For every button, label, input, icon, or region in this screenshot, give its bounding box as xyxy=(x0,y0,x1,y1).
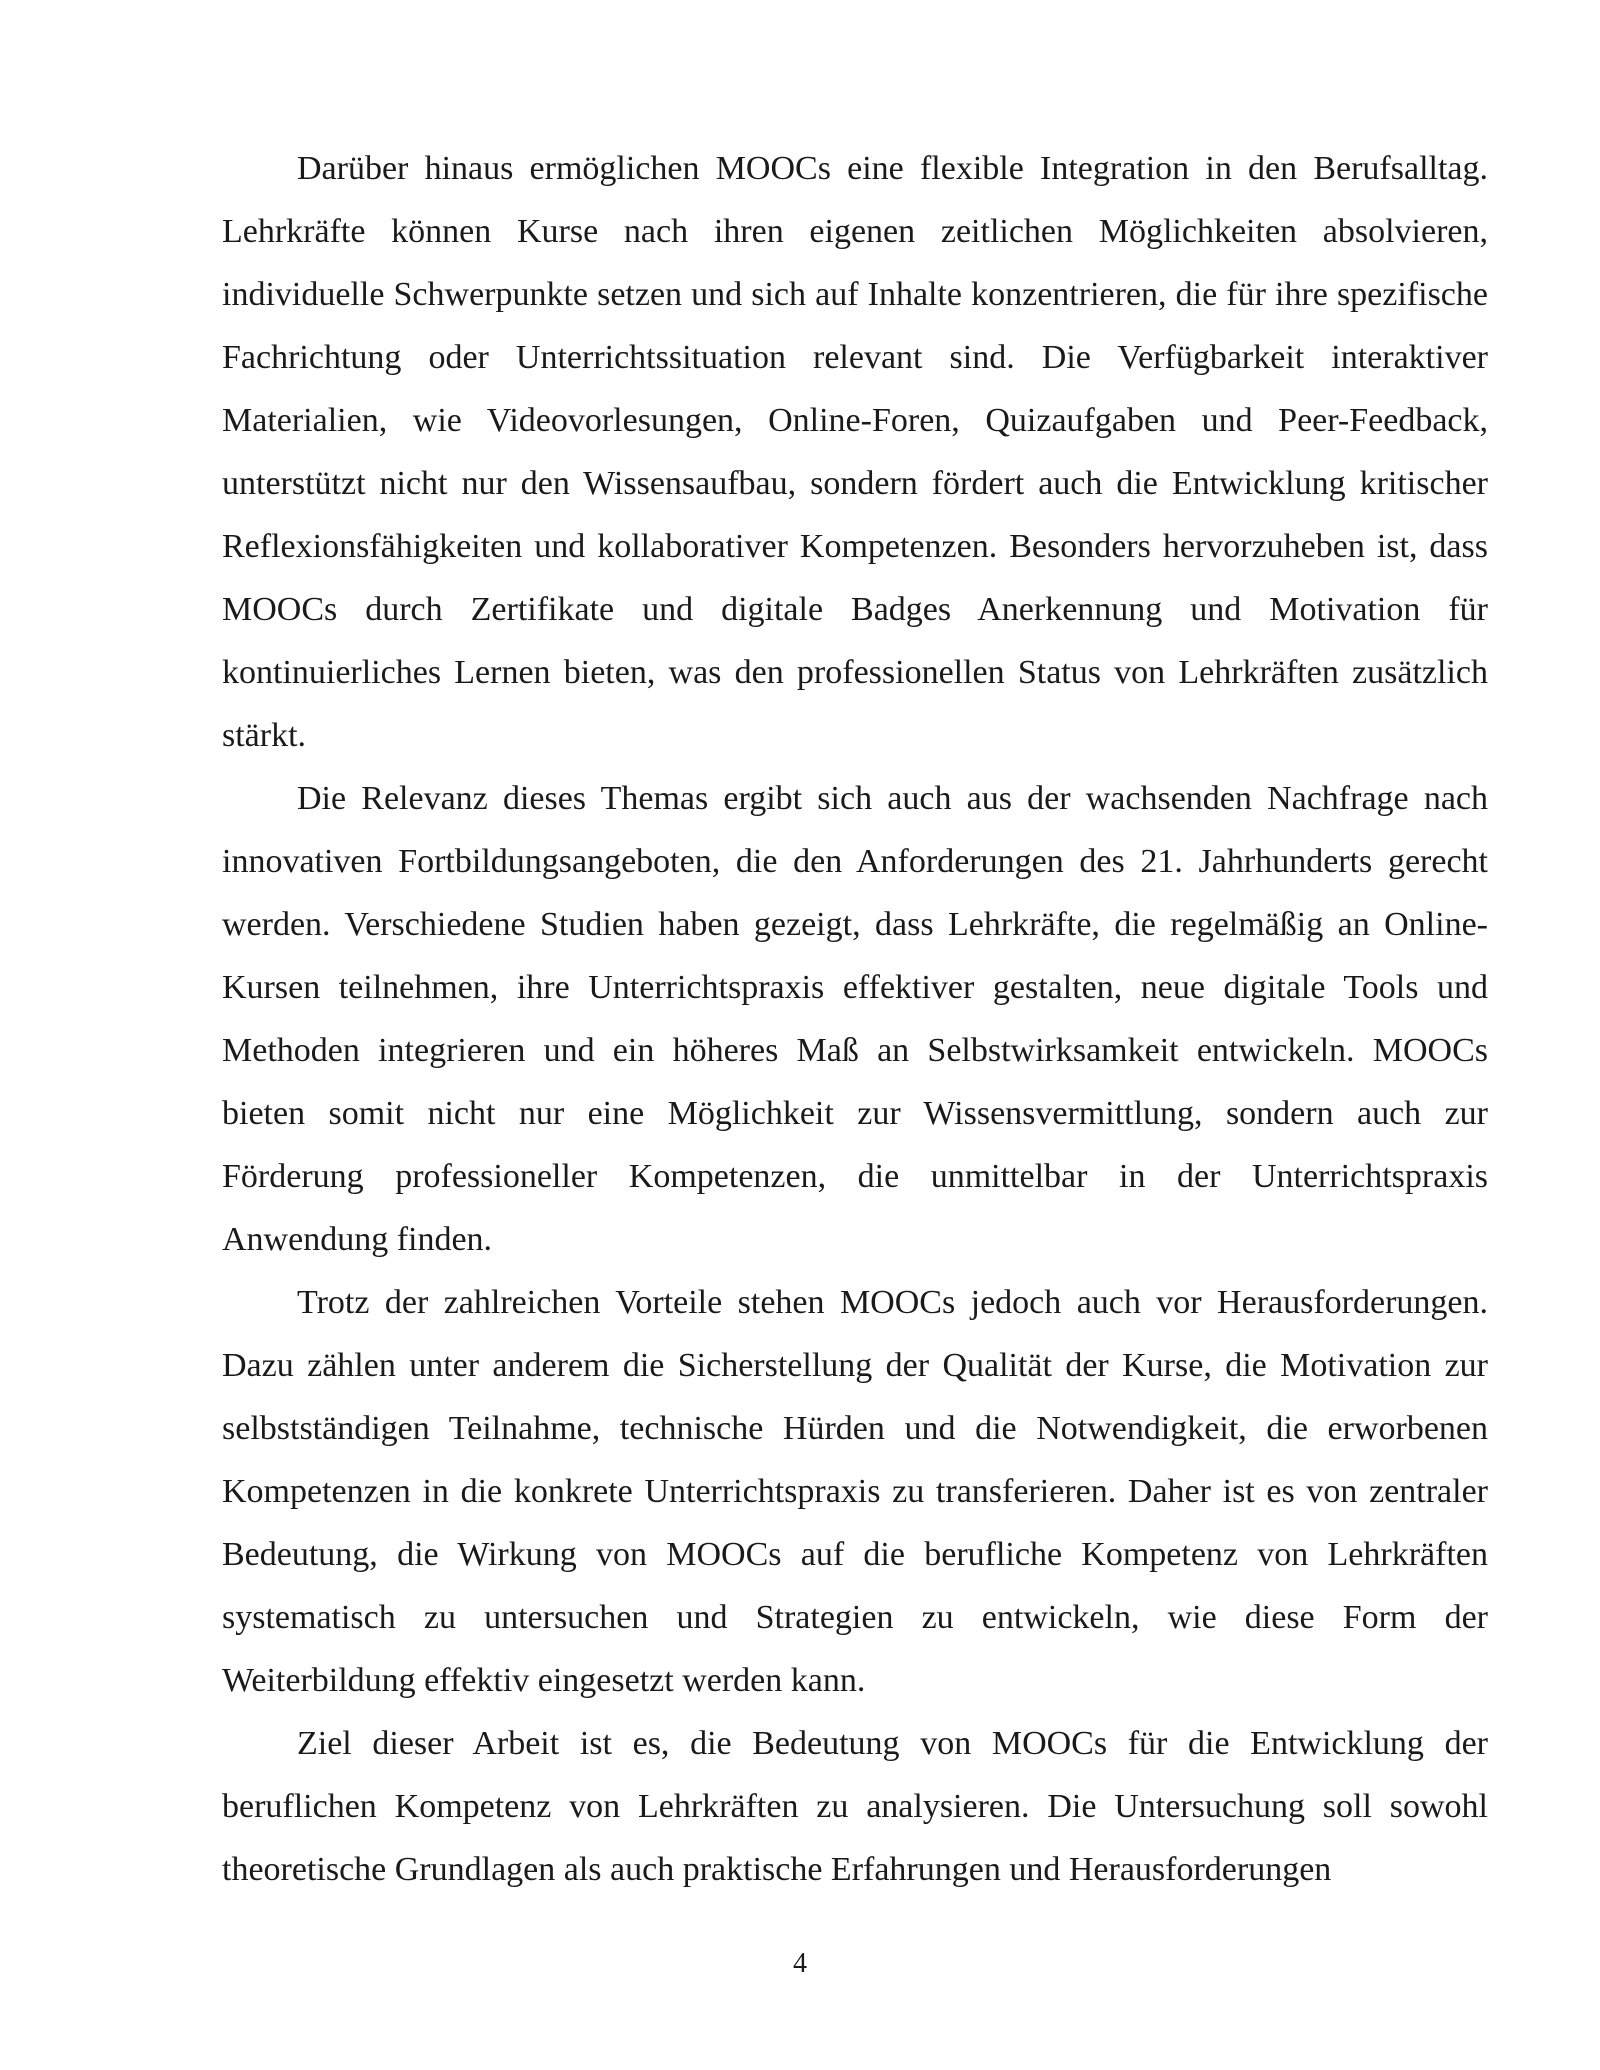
page-number: 4 xyxy=(793,1948,807,1979)
paragraph-relevance: Die Relevanz dieses Themas ergibt sich auch aus der wachsenden Nachfrage nach innovativen Fortbildungsangeboten, die den Anforderungen des 21. Jahrhunderts gerecht werden. Verschiedene Studien haben gezeigt, dass Lehrkräfte, die regelmäßig an Online-Kursen teilnehmen, ihre Unterrichtspraxis effektiver gestalten, neue digitale Tools und Methoden integrieren und ein höheres Maß an Selbstwirksamkeit entwickeln. MOOCs bieten somit nicht nur eine Möglichkeit zur Wissensvermittlung, sondern auch zur Förderung professioneller Kompetenzen, die unmittelbar in der Unterrichtspraxis Anwendung finden. xyxy=(222,780,1488,1258)
body-text xyxy=(222,137,1488,1901)
paragraph-objective: Ziel dieser Arbeit ist es, die Bedeutung von MOOCs für die Entwicklung der beruflichen Kompetenz von Lehrkräften zu analysieren. Die Untersuchung soll sowohl theoretische Grundlagen als auch praktische Erfahrungen und Herausforderungen xyxy=(222,1725,1488,1888)
paragraph-challenges: Trotz der zahlreichen Vorteile stehen MOOCs jedoch auch vor Herausforderungen. Dazu zählen unter anderem die Sicherstellung der Qualität der Kurse, die Motivation zur selbstständigen Teilnahme, technische Hürden und die Notwendigkeit, die erworbenen Kompetenzen in die konkrete Unterrichtspraxis zu transferieren. Daher ist es von zentraler Bedeutung, die Wirkung von MOOCs auf die berufliche Kompetenz von Lehrkräften systematisch zu untersuchen und Strategien zu entwickeln, wie diese Form der Weiterbildung effektiv eingesetzt werden kann. xyxy=(222,1284,1488,1699)
paragraph-flexible-integration: Darüber hinaus ermöglichen MOOCs eine flexible Integration in den Berufsalltag. Lehrkräfte können Kurse nach ihren eigenen zeitlichen Möglichkeiten absolvieren, individuelle Schwerpunkte setzen und sich auf Inhalte konzentrieren, die für ihre spezifische Fachrichtung oder Unterrichtssituation relevant sind. Die Verfügbarkeit interaktiver Materialien, wie Videovorlesungen, Online-Foren, Quizaufgaben und Peer-Feedback, unterstützt nicht nur den Wissensaufbau, sondern fördert auch die Entwicklung kritischer Reflexionsfähigkeiten und kollaborativer Kompetenzen. Besonders hervorzuheben ist, dass MOOCs durch Zertifikate und digitale Badges Anerkennung und Motivation für kontinuierliches Lernen bieten, was den professionellen Status von Lehrkräften zusätzlich stärkt. xyxy=(222,150,1488,754)
